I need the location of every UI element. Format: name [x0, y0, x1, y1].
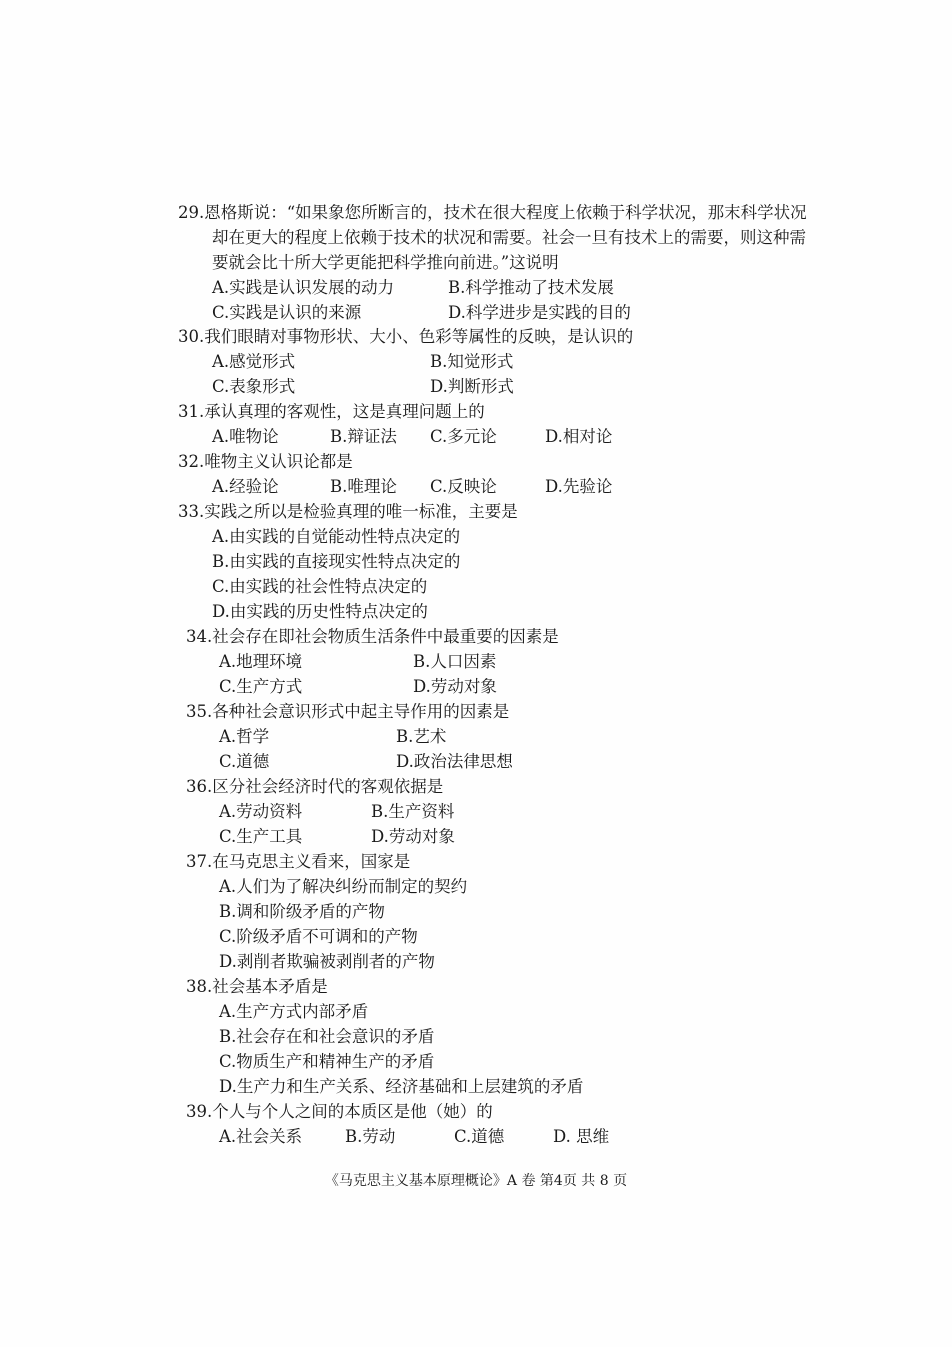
q39-option-d: D. 思维	[553, 1127, 610, 1146]
q35-stem: 35.各种社会意识形式中起主导作用的因素是	[186, 702, 510, 721]
q29-option-b: B.科学推动了技术发展	[448, 278, 614, 297]
q36-option-c: C.生产工具	[219, 827, 303, 846]
q30-option-d: D.判断形式	[430, 377, 514, 396]
q35-option-b: B.艺术	[396, 727, 447, 746]
q32-option-d: D.先验论	[545, 477, 613, 496]
q29-option-c: C.实践是认识的来源	[212, 303, 362, 322]
q36-option-b: B.生产资料	[371, 802, 455, 821]
q36-option-a: A.劳动资料	[219, 802, 303, 821]
q39-option-c: C.道德	[454, 1127, 505, 1146]
q31-option-b: B.辩证法	[330, 427, 397, 446]
q33-option-c: C.由实践的社会性特点决定的	[212, 577, 428, 596]
q33-option-b: B.由实践的直接现实性特点决定的	[212, 552, 461, 571]
q37-stem: 37.在马克思主义看来，国家是	[186, 852, 411, 871]
q31-option-c: C.多元论	[430, 427, 497, 446]
q39-option-b: B.劳动	[345, 1127, 396, 1146]
q31-option-d: D.相对论	[545, 427, 613, 446]
q37-option-b: B.调和阶级矛盾的产物	[219, 902, 385, 921]
q38-option-b: B.社会存在和社会意识的矛盾	[219, 1027, 435, 1046]
q38-stem: 38.社会基本矛盾是	[186, 977, 328, 996]
q37-option-c: C.阶级矛盾不可调和的产物	[219, 927, 418, 946]
q33-stem: 33.实践之所以是检验真理的唯一标准，主要是	[178, 502, 518, 521]
q38-option-a: A.生产方式内部矛盾	[219, 1002, 369, 1021]
q34-option-b: B.人口因素	[413, 652, 497, 671]
q38-option-d: D.生产力和生产关系、经济基础和上层建筑的矛盾	[219, 1077, 584, 1096]
q35-option-c: C.道德	[219, 752, 270, 771]
q32-option-b: B.唯理论	[330, 477, 397, 496]
q37-option-a: A.人们为了解决纠纷而制定的契约	[219, 877, 468, 896]
q29-stem-line2: 却在更大的程度上依赖于技术的状况和需要。社会一旦有技术上的需要，则这种需	[212, 228, 806, 247]
q33-option-d: D.由实践的历史性特点决定的	[212, 602, 428, 621]
q32-option-a: A.经验论	[212, 477, 279, 496]
q39-stem: 39.个人与个人之间的本质区是他（她）的	[186, 1102, 493, 1121]
q30-option-b: B.知觉形式	[430, 352, 514, 371]
q39-option-a: A.社会关系	[219, 1127, 303, 1146]
page-footer: 《马克思主义基本原理概论》A 卷 第4页 共 8 页	[324, 1173, 628, 1189]
q38-option-c: C.物质生产和精神生产的矛盾	[219, 1052, 435, 1071]
q34-stem: 34.社会存在即社会物质生活条件中最重要的因素是	[186, 627, 559, 646]
q36-stem: 36.区分社会经济时代的客观依据是	[186, 777, 444, 796]
q30-stem: 30.我们眼睛对事物形状、大小、色彩等属性的反映，是认识的	[178, 327, 634, 346]
q34-option-d: D.劳动对象	[413, 677, 497, 696]
q35-option-a: A.哲学	[219, 727, 270, 746]
q37-option-d: D.剥削者欺骗被剥削者的产物	[219, 952, 435, 971]
q36-option-d: D.劳动对象	[371, 827, 455, 846]
q29-stem-line3: 要就会比十所大学更能把科学推向前进。”这说明	[212, 253, 559, 272]
q30-option-a: A.感觉形式	[212, 352, 296, 371]
q35-option-d: D.政治法律思想	[396, 752, 513, 771]
q32-option-c: C.反映论	[430, 477, 497, 496]
q29-option-d: D.科学进步是实践的目的	[448, 303, 631, 322]
q29-option-a: A.实践是认识发展的动力	[212, 278, 395, 297]
q31-stem: 31.承认真理的客观性，这是真理问题上的	[178, 402, 485, 421]
q29-stem-line1: 29.恩格斯说：“如果象您所断言的，技术在很大程度上依赖于科学状况，那末科学状况	[178, 203, 807, 222]
q34-option-c: C.生产方式	[219, 677, 303, 696]
q30-option-c: C.表象形式	[212, 377, 296, 396]
q33-option-a: A.由实践的自觉能动性特点决定的	[212, 527, 461, 546]
q34-option-a: A.地理环境	[219, 652, 303, 671]
q31-option-a: A.唯物论	[212, 427, 279, 446]
q32-stem: 32.唯物主义认识论都是	[178, 452, 353, 471]
